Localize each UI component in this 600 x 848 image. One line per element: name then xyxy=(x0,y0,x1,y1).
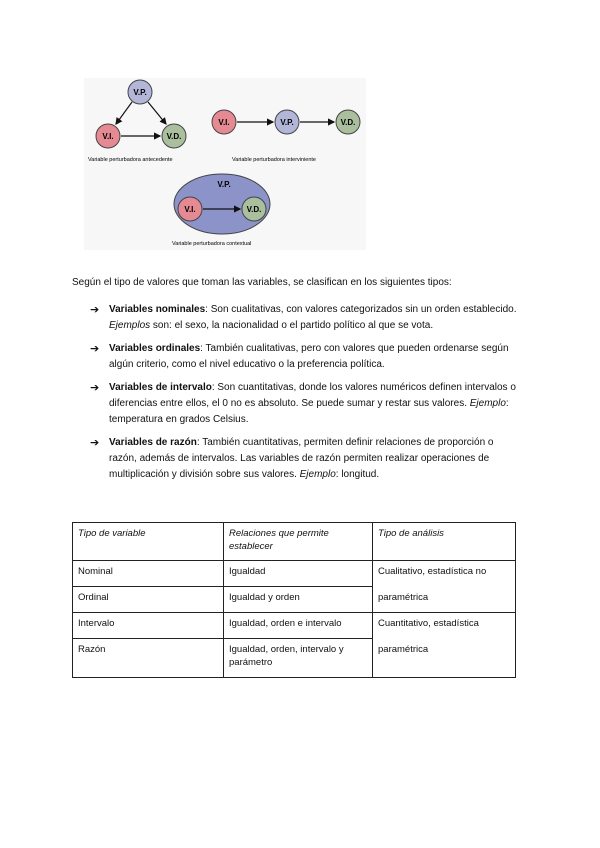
bullet-term: Variables ordinales xyxy=(109,343,201,354)
variable-types-list xyxy=(90,302,520,490)
arrow-right-icon: ➔ xyxy=(90,382,100,394)
bullet-ordinales xyxy=(90,341,520,373)
caption-contextual: Variable perturbadora contextual xyxy=(172,241,252,247)
table-header-row xyxy=(73,523,516,561)
node-vp-label: V.P. xyxy=(133,88,147,97)
bullet-intervalo xyxy=(90,380,520,428)
table-cell: Nominal xyxy=(73,561,224,587)
bullet-term: Variables nominales xyxy=(109,304,206,315)
node-vi-label: V.I. xyxy=(102,132,114,141)
bullet-example: Ejemplo xyxy=(299,469,336,480)
node-vd-label: V.D. xyxy=(340,118,356,127)
bullet-tail: : longitud. xyxy=(335,469,380,480)
bullet-text: : Son cualitativas, con valores categorizados sin un orden establecido. xyxy=(205,304,517,315)
table-row xyxy=(73,639,516,678)
outer-vp-label: V.P. xyxy=(217,180,231,189)
header-cell: Tipo de variable xyxy=(73,523,224,561)
header-cell: Relaciones que permite establecer xyxy=(224,523,373,561)
bullet-tail: son: el sexo, la nacionalidad o el partido político al que se vota. xyxy=(150,320,434,331)
table-cell: Igualdad, orden e intervalo xyxy=(224,613,373,639)
header-cell: Tipo de análisis xyxy=(373,523,516,561)
diagram-contextual xyxy=(172,174,270,247)
arrow-right-icon: ➔ xyxy=(90,437,100,449)
table-cell: Cuantitativo, estadística xyxy=(373,613,516,639)
node-vd-label: V.D. xyxy=(166,132,182,141)
arrow-vp-vd xyxy=(148,102,166,124)
table-row xyxy=(73,587,516,613)
arrow-vp-vi xyxy=(116,102,132,124)
table-row xyxy=(73,561,516,587)
bullet-nominales xyxy=(90,302,520,334)
node-vi-label: V.I. xyxy=(218,118,230,127)
bullet-text: : Son cuantitativas, donde los valores numéricos definen intervalos o diferencias entre ellos, el 0 no es absoluto. Se puede sumar y restar sus valores. xyxy=(109,382,516,409)
bullet-razon xyxy=(90,435,520,483)
caption-interviniente: Variable perturbadora interviniente xyxy=(232,157,316,163)
table-cell: Igualdad, orden, intervalo y parámetro xyxy=(224,639,373,678)
table-cell: Igualdad xyxy=(224,561,373,587)
variable-types-table xyxy=(72,522,516,678)
table-row xyxy=(73,613,516,639)
variables-diagram-figure xyxy=(84,78,366,250)
bullet-example: Ejemplos xyxy=(109,320,151,331)
caption-antecedente: Variable perturbadora antecedente xyxy=(88,157,173,163)
table-cell: Cualitativo, estadística no xyxy=(373,561,516,587)
table-cell: Intervalo xyxy=(73,613,224,639)
diagram-interviniente xyxy=(212,110,360,163)
diagram-svg xyxy=(84,78,366,250)
table-cell: Razón xyxy=(73,639,224,678)
bullet-term: Variables de razón xyxy=(109,437,197,448)
diagram-antecedente xyxy=(88,80,186,163)
node-vi-label: V.I. xyxy=(184,205,196,214)
bullet-term: Variables de intervalo xyxy=(109,382,212,393)
table-cell: Ordinal xyxy=(73,587,224,613)
intro-paragraph: Según el tipo de valores que toman las variables, se clasifican en los siguientes tipos: xyxy=(72,277,452,288)
node-vp-label: V.P. xyxy=(280,118,294,127)
node-vd-label: V.D. xyxy=(246,205,262,214)
bullet-example: Ejemplo xyxy=(469,398,506,409)
table-cell: Igualdad y orden xyxy=(224,587,373,613)
arrow-right-icon: ➔ xyxy=(90,343,100,355)
arrow-right-icon: ➔ xyxy=(90,304,100,316)
table-cell: paramétrica xyxy=(373,639,516,678)
bullet-text: : También cuantitativas, permiten definir relaciones de proporción o razón, además de intervalos. Las variables de razón permiten realizar operaciones de multiplicación y división sobre sus valores. xyxy=(109,437,494,480)
bullet-text: : También cualitativas, pero con valores que pueden ordenarse según algún criterio, como el nivel educativo o la preferencia política. xyxy=(109,343,509,370)
bullet-tail: : temperatura en grados Celsius. xyxy=(109,398,509,425)
table-cell: paramétrica xyxy=(373,587,516,613)
